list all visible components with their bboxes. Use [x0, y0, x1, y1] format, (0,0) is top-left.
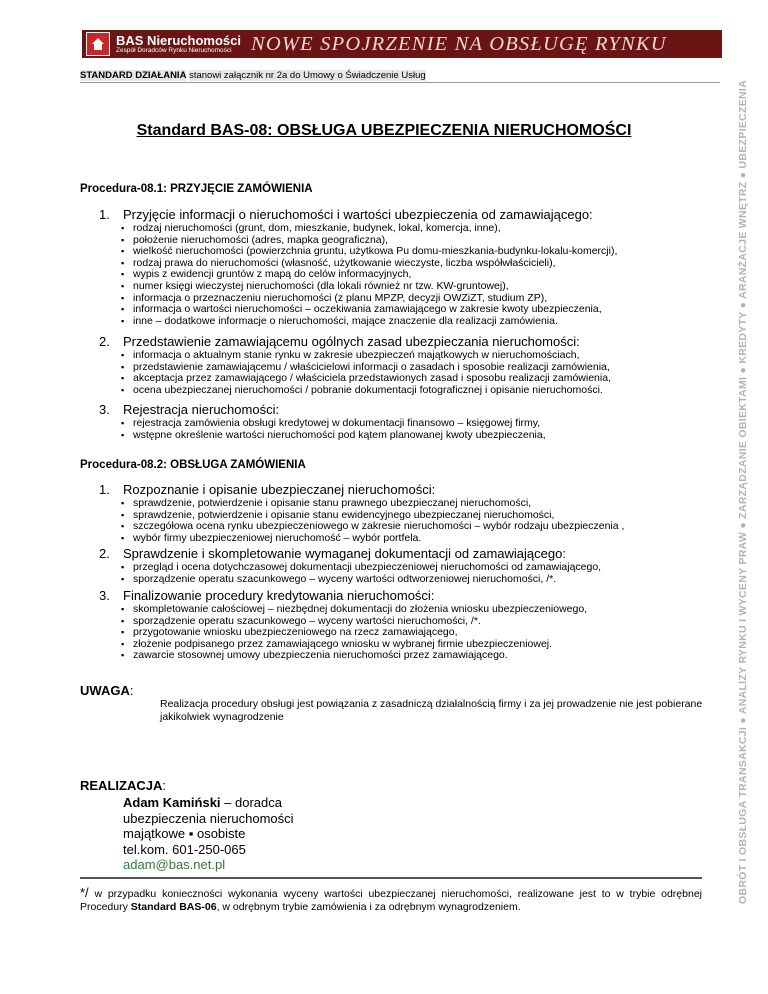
list-item: ▪ sporządzenie operatu szacunkowego – wyceny wartości odtworzeniowej nieruchomości, /*. [121, 574, 719, 586]
list-item: ▪ przegląd i ocena dotychczasowej dokumentacji ubezpieczeniowej nieruchomości od zamawiającego, [121, 562, 719, 574]
slogan: NOWE SPOJRZENIE NA OBSŁUGĘ RYNKU [250, 32, 667, 55]
bullet-list [99, 604, 719, 662]
bas-logo-icon [86, 32, 110, 56]
list-item: ▪ akceptacja przez zamawiającego / właściciela przedstawionych zasad i sposobu realizacji zamówienia, [121, 373, 719, 385]
procedure-step [99, 482, 719, 544]
bullet-list [99, 223, 719, 327]
list-item: ▪ przygotowanie wniosku ubezpieczeniowego na rzecz zamawiającego, [121, 627, 719, 639]
list-item: ▪ zawarcie stosownej umowy ubezpieczenia nieruchomości przez zamawiającego. [121, 650, 719, 662]
list-item: ▪ inne – dodatkowe informacje o nieruchomości, mające znaczenie dla realizacji zamówienia. [121, 316, 719, 328]
list-item: ▪ przedstawienie zamawiającemu / właścicielowi informacji o zasadach i sposobie realizacji zamówienia, [121, 362, 719, 374]
contact-name-line [123, 795, 294, 811]
standard-line [80, 70, 426, 81]
procedure-title: Procedura-08.1: PRZYJĘCIE ZAMÓWIENIA [80, 183, 313, 195]
step-title: 1. Przyjęcie informacji o nieruchomości i wartości ubezpieczenia od zamawiającego: [99, 207, 593, 222]
contact-line: ubezpieczenia nieruchomości [123, 810, 294, 826]
list-item: ▪ sporządzenie operatu szacunkowego – wyceny wartości nieruchomości, /*. [121, 616, 719, 628]
list-item: ▪ informacja o aktualnym stanie rynku w zakresie ubezpieczeń majątkowych w nieruchomościach, [121, 350, 719, 362]
list-item: ▪ ocena ubezpieczanej nieruchomości / pobranie dokumentacji fotograficznej i opisanie nieruchomości. [121, 385, 719, 397]
list-item: ▪ rodzaj nieruchomości (grunt, dom, mieszkanie, budynek, lokal, komercja, inne), [121, 223, 719, 235]
list-item: ▪ sprawdzenie, potwierdzenie i opisanie stanu prawnego ubezpieczanej nieruchomości, [121, 498, 719, 510]
list-item: ▪ numer księgi wieczystej nieruchomości (dla lokali również nr tzw. KW-gruntowej), [121, 281, 719, 293]
procedure-step [99, 207, 719, 327]
list-item: ▪ rodzaj prawa do nieruchomości (własność, użytkowanie wieczyste, liczba współwłaścicieli), [121, 258, 719, 270]
step-title: 2. Sprawdzenie i skompletowanie wymaganej dokumentacji od zamawiającego: [99, 546, 566, 561]
bullet-list [99, 498, 719, 544]
step-title: 3. Rejestracja nieruchomości: [99, 402, 280, 417]
list-item: ▪ rejestracja zamówienia obsługi kredytowej w dokumentacji finansowo – księgowej firmy, [121, 418, 719, 430]
standard-text: stanowi załącznik nr 2a do Umowy o Świadczenie Usług [189, 70, 426, 81]
list-item: ▪ wybór firmy ubezpieczeniowej nieruchomość – wybór portfela. [121, 533, 719, 545]
header-banner [82, 30, 722, 58]
list-item: ▪ skompletowanie całościowej – niezbędnej dokumentacji do złożenia wniosku ubezpieczeniowego, [121, 604, 719, 616]
procedure-step [99, 546, 719, 585]
list-item: ▪ złożenie podpisanego przez zamawiającego wniosku w wybranej firmie ubezpieczeniowej. [121, 639, 719, 651]
bullet-list [99, 418, 719, 441]
list-item: ▪ wielkość nieruchomości (powierzchnia gruntu, użytkowa Pu domu-mieszkania-budynku-lokalu-komercji), [121, 246, 719, 258]
logo [116, 34, 241, 55]
list-item: ▪ wypis z ewidencji gruntów z mapą do celów informacyjnych, [121, 269, 719, 281]
step-title: 1. Rozpoznanie i opisanie ubezpieczanej nieruchomości: [99, 482, 436, 497]
contact-line: majątkowe ▪ osobiste [123, 826, 246, 841]
logo-subtitle: Zespół Doradców Rynku Nieruchomości [116, 46, 232, 54]
note-label: UWAGA: [80, 683, 134, 698]
note-text: Realizacja procedury obsługi jest powiązania z zasadniczą działalnością firmy i za jej prowadzenie nie jest pobierane jakikolwiek wynagrodzenie [160, 698, 703, 723]
procedure-title: Procedura-08.2: OBSŁUGA ZAMÓWIENIA [80, 459, 306, 471]
list-item: ▪ położenie nieruchomości (adres, mapka geograficzna), [121, 235, 719, 247]
footnote: */ w przypadku konieczności wykonania wyceny wartości ubezpieczanej nieruchomości, realizowane jest to w trybie odrębnej Procedury Standard BAS-06, w odrębnym trybie zamówienia i za odrębnym wynagrodzeniem. [80, 885, 702, 913]
list-item: ▪ wstępne określenie wartości nieruchomości pod kątem planowanej kwoty ubezpieczenia, [121, 430, 719, 442]
procedure-step [99, 588, 719, 662]
header-divider [80, 82, 720, 83]
contact-card [123, 795, 294, 873]
list-item: ▪ szczegółowa ocena rynku ubezpieczeniowego w zakresie nieruchomości – wybór rodzaju ubezpieczenia , [121, 521, 719, 533]
list-item: ▪ sprawdzenie, potwierdzenie i opisanie stanu ewidencyjnego ubezpieczanej nieruchomości, [121, 510, 719, 522]
contact-role: – doradca [224, 795, 282, 810]
procedure-step [99, 334, 719, 396]
page-title: Standard BAS-08: OBSŁUGA UBEZPIECZENIA NIERUCHOMOŚCI [136, 122, 632, 139]
bullet-list [99, 350, 719, 396]
list-item: ▪ informacja o wartości nieruchomości – oczekiwania zamawiającego w zakresie kwoty ubezpieczenia, [121, 304, 719, 316]
step-title: 2. Przedstawienie zamawiającemu ogólnych zasad ubezpieczania nieruchomości: [99, 334, 580, 349]
contact-phone: tel.kom. 601-250-065 [123, 841, 246, 857]
list-item: ▪ informacja o przeznaczeniu nieruchomości (z planu MPZP, decyzji OWZiZT, studium ZP), [121, 293, 719, 305]
logo-name: BAS Nieruchomości [116, 32, 241, 48]
standard-label: STANDARD DZIAŁANIA [80, 70, 187, 81]
footnote-divider [80, 877, 702, 879]
procedure-step [99, 402, 719, 441]
side-vertical-text: OBRÓT I OBSŁUGA TRANSAKCJI ● ANALIZY RYNKU I WYCENY PRAW ● ZARZĄDZANIE OBIEKTAMI ● KREDYTY ● ARANŻACJE WNĘTRZ ● UBEZPIECZENIA [737, 79, 749, 905]
contact-name: Adam Kamiński [123, 795, 221, 810]
contact-email-link[interactable]: adam@bas.net.pl [123, 857, 226, 872]
step-title: 3. Finalizowanie procedury kredytowania nieruchomości: [99, 588, 435, 603]
realization-label: REALIZACJA: [80, 778, 166, 793]
bullet-list [99, 562, 719, 585]
